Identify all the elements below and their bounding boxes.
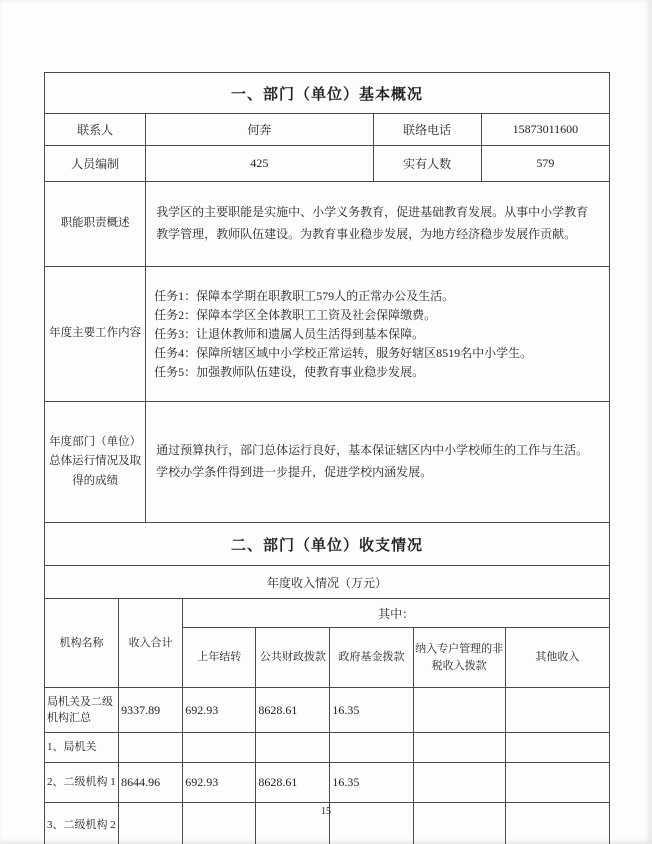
cell-nontax-income: [413, 688, 505, 733]
cell-public-finance: [256, 733, 330, 763]
performance-text: 通过预算执行，部门总体运行良好，基本保证辖区内中小学校师生的工作与生活。学校办学条件得到进一步提升，促进学校内涵发展。: [146, 402, 610, 523]
col-header-other-income: 其他收入: [505, 628, 609, 688]
contact-phone-label: 联络电话: [373, 114, 481, 146]
among-which-label: 其中：: [183, 599, 610, 628]
cell-org-name: 局机关及二级机构汇总: [45, 688, 119, 733]
cell-public-finance: 8628.61: [256, 688, 330, 733]
col-header-public-finance: 公共财政拨款: [256, 628, 330, 688]
cell-total-income: 8644.96: [119, 763, 183, 803]
cell-org-name: 3、二级机构 2: [45, 803, 119, 844]
cell-other-income: [505, 733, 609, 763]
cell-org-name: 2、二级机构 1: [45, 763, 119, 803]
task-item: 任务2：保障本学区全体教职工工资及社会保障缴费。: [154, 307, 437, 322]
col-header-org-name: 机构名称: [45, 599, 119, 688]
cell-total-income: 9337.89: [119, 688, 183, 733]
section2-title: 二、部门（单位）收支情况: [45, 523, 610, 566]
col-header-carryover: 上年结转: [183, 628, 256, 688]
cell-total-income: [119, 733, 183, 763]
cell-gov-fund: 16.35: [330, 688, 413, 733]
contact-person-label: 联系人: [45, 114, 146, 146]
col-header-gov-fund: 政府基金拨款: [330, 628, 413, 688]
col-header-nontax-income: 纳入专户管理的非税收入拨款: [413, 628, 505, 688]
contact-person-value: 何奔: [146, 114, 373, 146]
income-row: [45, 763, 610, 803]
duty-summary-text: 我学区的主要职能是实施中、小学义务教育，促进基础教育发展。从事中小学教育教学管理，教师队伍建设。为教育事业稳步发展，为地方经济稳步发展作贡献。: [146, 182, 610, 267]
income-subtitle: 年度收入情况（万元）: [45, 566, 610, 599]
basic-overview-table: [44, 72, 610, 523]
report-body: [44, 72, 610, 844]
cell-other-income: [505, 688, 609, 733]
annual-work-tasks: [146, 267, 610, 402]
task-item: 任务1：保障本学期在职教职工579人的正常办公及生活。: [154, 288, 455, 303]
duty-summary-label: 职能职责概述: [45, 182, 146, 267]
income-table: [44, 522, 610, 844]
cell-gov-fund: [330, 733, 413, 763]
cell-public-finance: 8628.61: [256, 763, 330, 803]
task-item: 任务5：加强教师队伍建设，使教育事业稳步发展。: [154, 364, 425, 379]
income-row: [45, 733, 610, 763]
col-header-total-income: 收入合计: [119, 599, 183, 688]
task-item: 任务3：让退休教师和遗属人员生活得到基本保障。: [154, 326, 425, 341]
cell-gov-fund: 16.35: [330, 763, 413, 803]
headcount-label: 实有人数: [373, 146, 481, 182]
cell-other-income: [505, 763, 609, 803]
staffing-label: 人员编制: [45, 146, 146, 182]
headcount-value: 579: [481, 146, 609, 182]
cell-carryover: 692.93: [183, 688, 256, 733]
income-row: [45, 688, 610, 733]
task-item: 任务4：保障所辖区域中小学校正常运转，服务好辖区8519名中小学生。: [154, 345, 533, 360]
performance-label: 年度部门（单位）总体运行情况及取得的成绩: [45, 402, 146, 523]
section1-title: 一、部门（单位）基本概况: [45, 73, 610, 114]
cell-carryover: 692.93: [183, 763, 256, 803]
cell-carryover: [183, 733, 256, 763]
cell-nontax-income: [413, 763, 505, 803]
annual-work-label: 年度主要工作内容: [45, 267, 146, 402]
cell-org-name: 1、局机关: [45, 733, 119, 763]
cell-nontax-income: [413, 733, 505, 763]
page-number: 15: [321, 806, 331, 817]
contact-phone-value: 15873011600: [481, 114, 609, 146]
staffing-value: 425: [146, 146, 373, 182]
